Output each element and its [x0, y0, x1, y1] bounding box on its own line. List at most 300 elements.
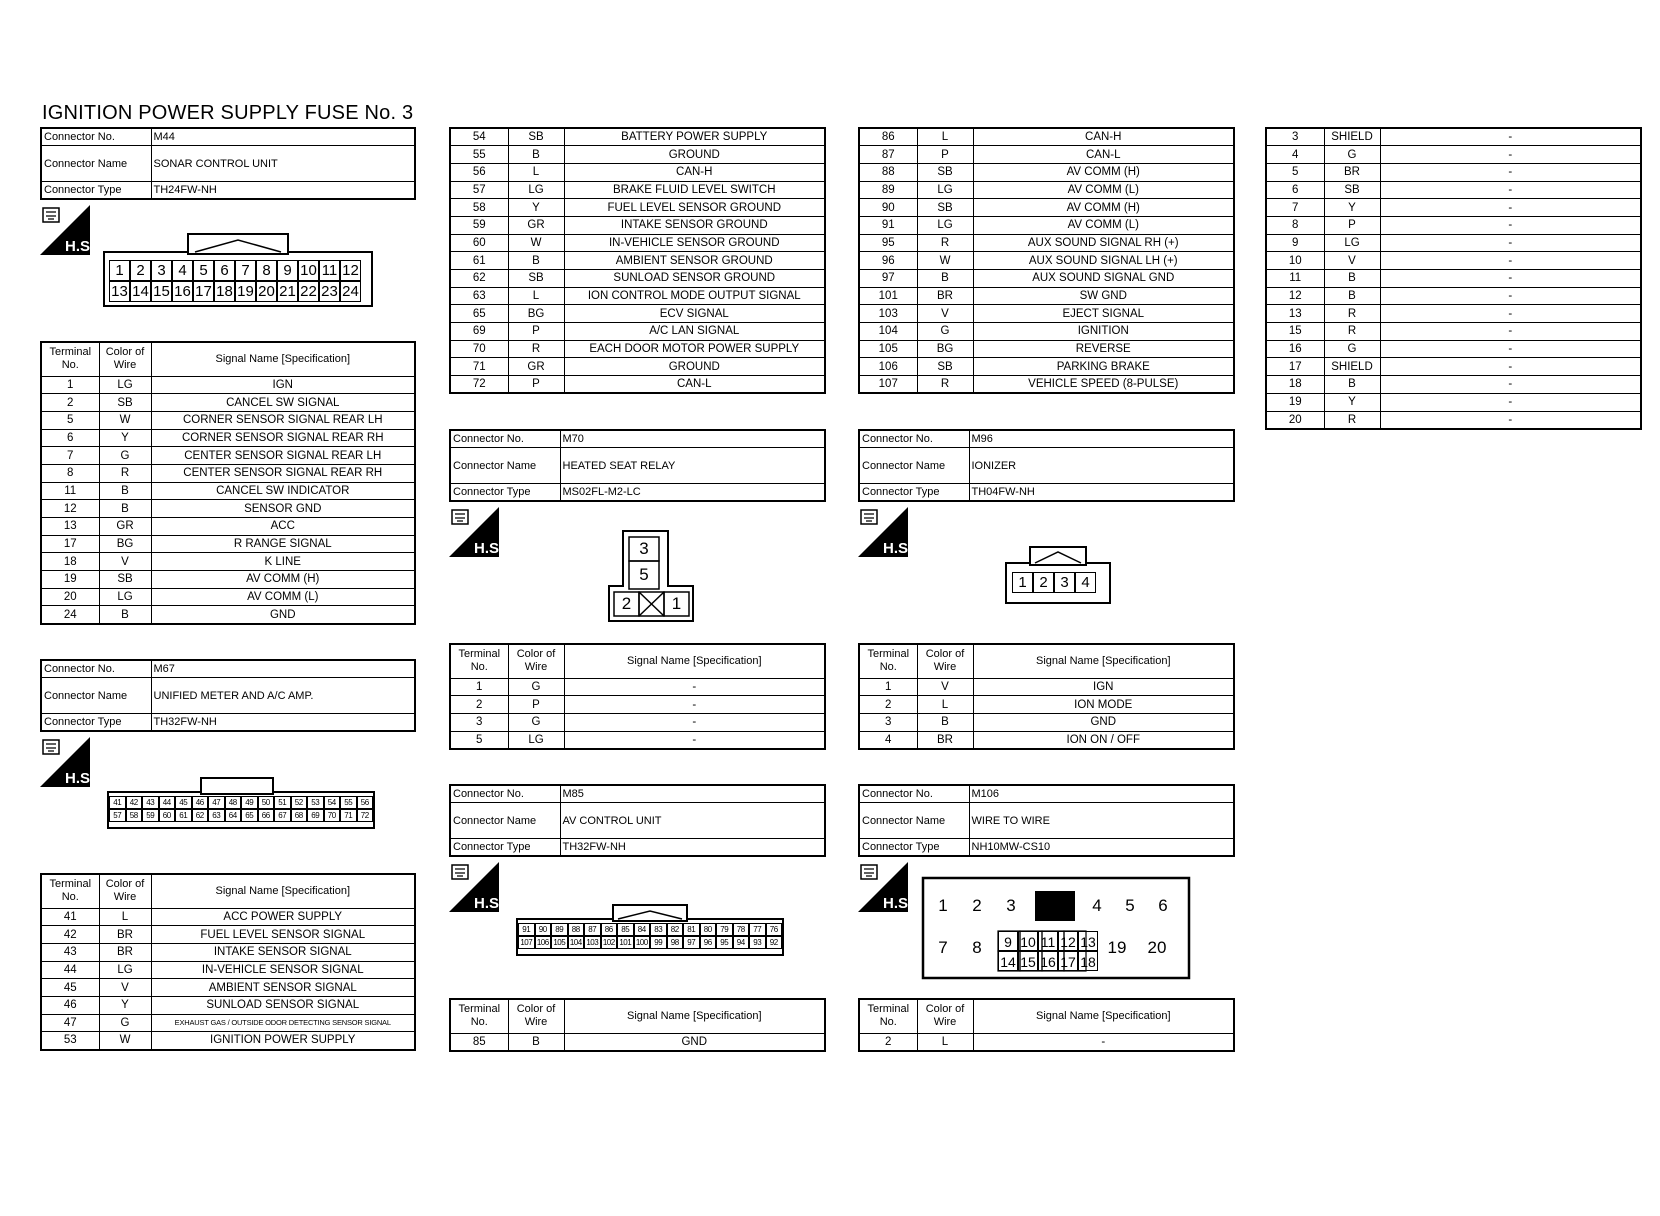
- connector-pin: 51: [274, 796, 291, 809]
- connector-type-label: Connector Type: [41, 714, 151, 732]
- wire-color-cell: Y: [1324, 393, 1380, 411]
- connector-pin: 49: [241, 796, 258, 809]
- connector-type-value: TH24FW-NH: [151, 182, 415, 200]
- terminal-no-cell: 8: [1266, 216, 1324, 234]
- signal-name-cell: -: [1380, 216, 1641, 234]
- terminal-no-cell: 2: [859, 696, 917, 714]
- connector-pin: 20: [256, 281, 277, 302]
- connector-pin: 77: [749, 923, 766, 936]
- m67-pin-grid: [109, 796, 373, 822]
- terminal-no-cell: 70: [450, 340, 508, 358]
- connector-pin: 17: [193, 281, 214, 302]
- connector-pin: 100: [634, 936, 651, 949]
- connector-pin: 1: [671, 594, 682, 613]
- connector-pin: 76: [766, 923, 783, 936]
- connector-no-label: Connector No.: [450, 785, 560, 803]
- connector-pin: 7: [938, 938, 948, 957]
- terminal-no-cell: 12: [41, 500, 99, 518]
- signal-name-cell: -: [1380, 252, 1641, 270]
- m67-terminal-table: [40, 873, 416, 1051]
- signal-name-cell: ION CONTROL MODE OUTPUT SIGNAL: [564, 287, 825, 305]
- table-row: [41, 571, 415, 589]
- terminal-no-cell: 18: [1266, 376, 1324, 394]
- terminal-no-cell: 7: [1266, 199, 1324, 217]
- connector-no-value: M44: [151, 128, 415, 146]
- wire-color-cell: P: [917, 146, 973, 164]
- table-row: [859, 696, 1234, 714]
- connector-pin: 65: [241, 809, 258, 822]
- wire-color-cell: R: [917, 376, 973, 394]
- connector-pin: 107: [518, 936, 535, 949]
- connector-pin: 12: [1058, 931, 1078, 951]
- svg-text:H.S.: H.S.: [474, 895, 504, 912]
- wire-color-cell: Y: [1324, 199, 1380, 217]
- connector-pin: 14: [998, 951, 1018, 971]
- terminal-no-cell: 6: [41, 429, 99, 447]
- connector-pin: 72: [357, 809, 374, 822]
- connector-name-label: Connector Name: [450, 803, 560, 839]
- terminal-no-cell: 15: [1266, 323, 1324, 341]
- signal-name-cell: CANCEL SW INDICATOR: [151, 482, 415, 500]
- connector-pin: 22: [298, 281, 319, 302]
- connector-pin: 44: [159, 796, 176, 809]
- terminal-no-header: Terminal No.: [450, 999, 508, 1033]
- table-row: [41, 429, 415, 447]
- terminal-no-cell: 72: [450, 376, 508, 394]
- connector-pin: 47: [208, 796, 225, 809]
- signal-name-cell: -: [1380, 199, 1641, 217]
- table-row: [859, 678, 1234, 696]
- connector-pin: 93: [749, 936, 766, 949]
- terminal-no-cell: 4: [1266, 146, 1324, 164]
- signal-name-cell: -: [564, 731, 825, 749]
- connector-pin: 17: [1058, 951, 1078, 971]
- m44-terminal-table: [40, 341, 416, 625]
- svg-text:H.S.: H.S.: [65, 770, 95, 787]
- terminal-no-cell: 56: [450, 163, 508, 181]
- table-row: [450, 713, 825, 731]
- wire-color-cell: LG: [508, 181, 564, 199]
- signal-name-cell: FUEL LEVEL SENSOR GROUND: [564, 199, 825, 217]
- signal-name-cell: GROUND: [564, 358, 825, 376]
- wire-color-cell: L: [917, 696, 973, 714]
- table-row: [859, 358, 1234, 376]
- connector-pin: 43: [142, 796, 159, 809]
- connector-no-label: Connector No.: [859, 430, 969, 448]
- wire-color-cell: GR: [508, 216, 564, 234]
- signal-name-cell: IGNITION POWER SUPPLY: [151, 1032, 415, 1050]
- connector-no-value: M67: [151, 660, 415, 678]
- connector-pin: 98: [667, 936, 684, 949]
- signal-name-cell: INTAKE SENSOR SIGNAL: [151, 943, 415, 961]
- wire-color-cell: B: [99, 500, 151, 518]
- m70-terminal-table: [449, 643, 826, 750]
- table-row: [859, 146, 1234, 164]
- wire-color-cell: BG: [99, 535, 151, 553]
- connector-pin: 90: [535, 923, 552, 936]
- table-row: [859, 128, 1234, 146]
- table-row: [859, 305, 1234, 323]
- wire-color-cell: B: [99, 606, 151, 624]
- signal-name-cell: GROUND: [564, 146, 825, 164]
- connector-name-value: HEATED SEAT RELAY: [560, 448, 825, 484]
- connector-pin: 71: [340, 809, 357, 822]
- m85-pin-grid: [518, 923, 782, 949]
- wire-color-cell: B: [508, 252, 564, 270]
- signal-name-cell: ECV SIGNAL: [564, 305, 825, 323]
- connector-type-label: Connector Type: [450, 484, 560, 502]
- m85-info-table: [449, 784, 826, 857]
- connector-pin: 78: [733, 923, 750, 936]
- signal-name-cell: CAN-H: [564, 163, 825, 181]
- connector-pin: 6: [1158, 896, 1168, 915]
- connector-pin: 95: [716, 936, 733, 949]
- connector-pin: 4: [172, 260, 193, 281]
- signal-name-cell: CANCEL SW SIGNAL: [151, 394, 415, 412]
- connector-pin: 97: [683, 936, 700, 949]
- wire-color-cell: BR: [99, 926, 151, 944]
- connector-pin: 84: [634, 923, 651, 936]
- table-row: [41, 500, 415, 518]
- connector-type-value: TH32FW-NH: [151, 714, 415, 732]
- connector-pin: 104: [568, 936, 585, 949]
- hs-icon: [40, 737, 95, 787]
- hs-icon: [449, 507, 504, 557]
- connector-pin: 55: [340, 796, 357, 809]
- connector-pin: 16: [172, 281, 193, 302]
- connector-pin: 81: [683, 923, 700, 936]
- m106-continued-table: [1265, 127, 1642, 430]
- signal-name-cell: GND: [151, 606, 415, 624]
- connector-name-value: WIRE TO WIRE: [969, 803, 1234, 839]
- table-row: [1266, 411, 1641, 429]
- terminal-no-cell: 87: [859, 146, 917, 164]
- connector-pin: 2: [1033, 572, 1054, 593]
- connector-pin: 18: [214, 281, 235, 302]
- wire-color-cell: G: [508, 713, 564, 731]
- connector-pin: 9: [998, 931, 1018, 951]
- signal-name-cell: EXHAUST GAS / OUTSIDE ODOR DETECTING SENSOR SIGNAL: [151, 1014, 415, 1032]
- wire-color-cell: G: [1324, 146, 1380, 164]
- connector-pin: 64: [225, 809, 242, 822]
- terminal-no-cell: 6: [1266, 181, 1324, 199]
- terminal-no-cell: 11: [41, 482, 99, 500]
- table-row: [450, 252, 825, 270]
- table-row: [1266, 393, 1641, 411]
- wire-color-cell: G: [1324, 340, 1380, 358]
- svg-text:H.S.: H.S.: [883, 895, 913, 912]
- wire-color-cell: Y: [508, 199, 564, 217]
- terminal-no-cell: 41: [41, 908, 99, 926]
- signal-name-cell: AV COMM (L): [151, 588, 415, 606]
- signal-name-header: Signal Name [Specification]: [973, 644, 1234, 678]
- table-row: [1266, 358, 1641, 376]
- connector-pin: 5: [1125, 896, 1135, 915]
- connector-pin: 67: [274, 809, 291, 822]
- signal-name-cell: FUEL LEVEL SENSOR SIGNAL: [151, 926, 415, 944]
- terminal-no-cell: 19: [41, 571, 99, 589]
- m67-continued-table: [449, 127, 826, 394]
- connector-pin: 103: [584, 936, 601, 949]
- wire-color-cell: BR: [99, 943, 151, 961]
- signal-name-cell: GND: [973, 713, 1234, 731]
- table-row: [450, 270, 825, 288]
- connector-pin: 5: [193, 260, 214, 281]
- wire-color-cell: GR: [99, 518, 151, 536]
- table-row: [450, 181, 825, 199]
- signal-name-cell: CENTER SENSOR SIGNAL REAR LH: [151, 447, 415, 465]
- wire-color-cell: L: [508, 287, 564, 305]
- terminal-no-cell: 13: [1266, 305, 1324, 323]
- connector-pin: 59: [142, 809, 159, 822]
- connector-pin: 102: [601, 936, 618, 949]
- connector-pin: 48: [225, 796, 242, 809]
- wire-color-cell: LG: [917, 216, 973, 234]
- connector-pin: 4: [1092, 896, 1102, 915]
- connector-pin: 14: [130, 281, 151, 302]
- table-row: [1266, 234, 1641, 252]
- connector-pin: 12: [340, 260, 361, 281]
- connector-pin: 58: [126, 809, 143, 822]
- table-row: [859, 163, 1234, 181]
- terminal-no-cell: 10: [1266, 252, 1324, 270]
- terminal-no-cell: 3: [859, 713, 917, 731]
- table-row: [41, 908, 415, 926]
- signal-name-cell: ACC: [151, 518, 415, 536]
- color-of-wire-header: Color of Wire: [917, 999, 973, 1033]
- terminal-no-cell: 5: [450, 731, 508, 749]
- table-row: [41, 553, 415, 571]
- connector-pin: 56: [357, 796, 374, 809]
- wire-color-cell: G: [99, 447, 151, 465]
- wire-color-cell: BG: [508, 305, 564, 323]
- connector-pin: 2: [972, 896, 982, 915]
- terminal-no-cell: 58: [450, 199, 508, 217]
- m96-pin-grid: [1012, 572, 1096, 593]
- table-row: [1266, 199, 1641, 217]
- connector-pin: 1: [109, 260, 130, 281]
- connector-pin: 96: [700, 936, 717, 949]
- terminal-no-cell: 17: [41, 535, 99, 553]
- connector-type-label: Connector Type: [450, 839, 560, 857]
- signal-name-cell: A/C LAN SIGNAL: [564, 323, 825, 341]
- connector-pin: 18: [1078, 951, 1098, 971]
- connector-no-label: Connector No.: [41, 660, 151, 678]
- connector-name-value: UNIFIED METER AND A/C AMP.: [151, 678, 415, 714]
- table-row: [859, 1033, 1234, 1051]
- table-row: [41, 979, 415, 997]
- connector-name-value: AV CONTROL UNIT: [560, 803, 825, 839]
- connector-pin: 79: [716, 923, 733, 936]
- wire-color-cell: P: [508, 696, 564, 714]
- signal-name-cell: ION ON / OFF: [973, 731, 1234, 749]
- connector-pin: 11: [1038, 931, 1058, 951]
- wire-color-cell: P: [508, 376, 564, 394]
- connector-name-value: SONAR CONTROL UNIT: [151, 146, 415, 182]
- connector-type-value: NH10MW-CS10: [969, 839, 1234, 857]
- terminal-no-cell: 69: [450, 323, 508, 341]
- table-row: [450, 128, 825, 146]
- terminal-no-cell: 59: [450, 216, 508, 234]
- table-row: [41, 535, 415, 553]
- terminal-no-cell: 2: [450, 696, 508, 714]
- connector-pin: 42: [126, 796, 143, 809]
- signal-name-cell: -: [1380, 234, 1641, 252]
- connector-no-label: Connector No.: [859, 785, 969, 803]
- signal-name-cell: -: [1380, 340, 1641, 358]
- signal-name-header: Signal Name [Specification]: [564, 644, 825, 678]
- signal-name-cell: AUX SOUND SIGNAL GND: [973, 270, 1234, 288]
- m106-connector-face: [922, 877, 1190, 979]
- connector-pin: 66: [258, 809, 275, 822]
- wire-color-cell: V: [917, 678, 973, 696]
- wire-color-cell: R: [1324, 305, 1380, 323]
- wire-color-cell: GR: [508, 358, 564, 376]
- connector-pin: 2: [621, 594, 632, 613]
- table-row: [1266, 163, 1641, 181]
- table-row: [859, 252, 1234, 270]
- hs-icon: [858, 862, 913, 912]
- wire-color-cell: LG: [1324, 234, 1380, 252]
- terminal-no-cell: 18: [41, 553, 99, 571]
- connector-pin: 3: [639, 539, 649, 558]
- table-row: [41, 482, 415, 500]
- wire-color-cell: R: [508, 340, 564, 358]
- m85-continued-table: [858, 127, 1235, 394]
- connector-no-value: M85: [560, 785, 825, 803]
- table-row: [41, 1032, 415, 1050]
- wire-color-cell: G: [99, 1014, 151, 1032]
- m106-info-table: [858, 784, 1235, 857]
- wire-color-cell: B: [917, 270, 973, 288]
- connector-pin: 92: [766, 936, 783, 949]
- signal-name-cell: CAN-L: [564, 376, 825, 394]
- signal-name-header: Signal Name [Specification]: [151, 342, 415, 376]
- table-row: [41, 961, 415, 979]
- table-row: [41, 376, 415, 394]
- connector-pin: 91: [518, 923, 535, 936]
- wire-color-cell: R: [1324, 411, 1380, 429]
- signal-name-cell: -: [1380, 305, 1641, 323]
- connector-pin: 61: [175, 809, 192, 822]
- terminal-no-header: Terminal No.: [41, 342, 99, 376]
- signal-name-cell: -: [1380, 287, 1641, 305]
- connector-pin: 19: [235, 281, 256, 302]
- connector-pin: 45: [175, 796, 192, 809]
- table-row: [859, 216, 1234, 234]
- signal-name-cell: GND: [564, 1033, 825, 1051]
- table-row: [859, 199, 1234, 217]
- terminal-no-cell: 53: [41, 1032, 99, 1050]
- wire-color-cell: SHIELD: [1324, 128, 1380, 146]
- signal-name-cell: ACC POWER SUPPLY: [151, 908, 415, 926]
- wire-color-cell: SB: [917, 163, 973, 181]
- connector-no-label: Connector No.: [41, 128, 151, 146]
- connector-type-value: TH04FW-NH: [969, 484, 1234, 502]
- connector-name-label: Connector Name: [859, 803, 969, 839]
- connector-pin: 5: [639, 565, 649, 584]
- connector-type-label: Connector Type: [41, 182, 151, 200]
- signal-name-cell: AV COMM (L): [973, 181, 1234, 199]
- signal-name-cell: -: [1380, 358, 1641, 376]
- terminal-no-cell: 46: [41, 996, 99, 1014]
- table-row: [450, 305, 825, 323]
- wire-color-cell: W: [917, 252, 973, 270]
- connector-pin: 20: [1147, 938, 1167, 957]
- terminal-no-cell: 7: [41, 447, 99, 465]
- terminal-no-cell: 63: [450, 287, 508, 305]
- color-of-wire-header: Color of Wire: [508, 999, 564, 1033]
- terminal-no-cell: 20: [41, 588, 99, 606]
- table-row: [1266, 376, 1641, 394]
- wire-color-cell: SHIELD: [1324, 358, 1380, 376]
- table-row: [859, 234, 1234, 252]
- signal-name-cell: PARKING BRAKE: [973, 358, 1234, 376]
- m70-info-table: [449, 429, 826, 502]
- connector-pin: 54: [324, 796, 341, 809]
- connector-pin: 41: [109, 796, 126, 809]
- terminal-no-cell: 1: [859, 678, 917, 696]
- table-row: [450, 216, 825, 234]
- wire-color-cell: W: [99, 411, 151, 429]
- connector-pin: 62: [192, 809, 209, 822]
- connector-pin: 10: [298, 260, 319, 281]
- table-row: [450, 1033, 825, 1051]
- connector-pin: 24: [340, 281, 361, 302]
- connector-pin: 63: [208, 809, 225, 822]
- signal-name-cell: ION MODE: [973, 696, 1234, 714]
- connector-name-value: IONIZER: [969, 448, 1234, 484]
- wire-color-cell: V: [917, 305, 973, 323]
- table-row: [1266, 128, 1641, 146]
- table-row: [450, 678, 825, 696]
- connector-no-value: M96: [969, 430, 1234, 448]
- svg-text:H.S.: H.S.: [883, 540, 913, 557]
- signal-name-cell: EACH DOOR MOTOR POWER SUPPLY: [564, 340, 825, 358]
- signal-name-cell: R RANGE SIGNAL: [151, 535, 415, 553]
- signal-name-cell: AMBIENT SENSOR GROUND: [564, 252, 825, 270]
- table-row: [41, 518, 415, 536]
- table-row: [450, 234, 825, 252]
- table-row: [41, 394, 415, 412]
- terminal-no-cell: 3: [450, 713, 508, 731]
- terminal-no-header: Terminal No.: [859, 644, 917, 678]
- signal-name-cell: INTAKE SENSOR GROUND: [564, 216, 825, 234]
- connector-pin: 7: [235, 260, 256, 281]
- signal-name-cell: SW GND: [973, 287, 1234, 305]
- wire-color-cell: G: [508, 678, 564, 696]
- hs-icon: [858, 507, 913, 557]
- table-row: [450, 199, 825, 217]
- table-row: [450, 340, 825, 358]
- terminal-no-cell: 88: [859, 163, 917, 181]
- wire-color-cell: SB: [508, 128, 564, 146]
- signal-name-cell: AMBIENT SENSOR SIGNAL: [151, 979, 415, 997]
- terminal-no-cell: 62: [450, 270, 508, 288]
- terminal-no-cell: 103: [859, 305, 917, 323]
- connector-pin: 69: [307, 809, 324, 822]
- terminal-no-cell: 89: [859, 181, 917, 199]
- m96-info-table: [858, 429, 1235, 502]
- signal-name-cell: -: [564, 678, 825, 696]
- connector-pin: 53: [307, 796, 324, 809]
- connector-pin: 85: [617, 923, 634, 936]
- m44-pin-grid: [109, 260, 361, 302]
- wire-color-cell: SB: [508, 270, 564, 288]
- signal-name-cell: SUNLOAD SENSOR SIGNAL: [151, 996, 415, 1014]
- signal-name-cell: -: [1380, 411, 1641, 429]
- connector-pin: 86: [601, 923, 618, 936]
